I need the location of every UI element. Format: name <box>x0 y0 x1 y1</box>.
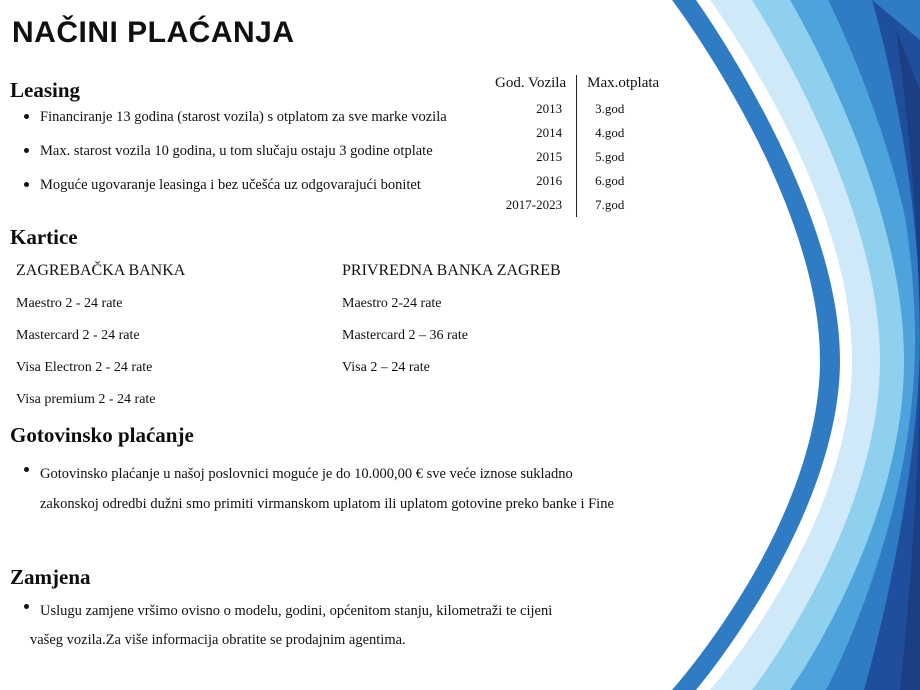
bullet-dot-icon <box>24 148 29 153</box>
card-option: Maestro 2-24 rate <box>342 296 442 311</box>
table-row <box>485 193 669 217</box>
table-header-cell: God. Vozila <box>485 75 577 97</box>
table-cell-year: 2017-2023 <box>485 193 577 217</box>
bank-name: ZAGREBAČKA BANKA <box>16 262 186 279</box>
card-option: Mastercard 2 - 24 rate <box>16 328 140 343</box>
list-item-text: Moguće ugovaranje leasinga i bez učešća uz odgovarajući bonitet <box>40 177 421 194</box>
bullet-dot-icon <box>24 467 29 472</box>
gotovinsko-bullet-list <box>22 461 642 520</box>
section-heading-leasing: Leasing <box>10 78 81 102</box>
bank-block-pbz <box>342 262 561 392</box>
table-row <box>485 145 669 169</box>
table-header-cell: Max.otplata <box>587 75 660 91</box>
bank-block-zagrebacka <box>16 262 185 424</box>
table-row <box>485 169 669 193</box>
zamjena-bullet-list <box>22 598 642 656</box>
table-row <box>485 121 669 145</box>
list-item-text: Uslugu zamjene vršimo ovisno o modelu, godini, općenitom stanju, kilometraži te cijeni <box>40 603 553 619</box>
list-item <box>22 598 642 625</box>
section-heading-zamjena: Zamjena <box>10 565 91 589</box>
leasing-bullet-list <box>22 108 492 210</box>
table-cell-term: 5.god <box>595 149 625 164</box>
table-cell-year: 2013 <box>485 97 577 121</box>
list-item-text: Gotovinsko plaćanje u našoj poslovnici moguće je do 10.000,00 € sve veće iznose sukladno <box>40 466 573 482</box>
bullet-dot-icon <box>24 114 29 119</box>
table-cell-term: 4.god <box>595 125 625 140</box>
bullet-dot-icon <box>24 182 29 187</box>
card-option: Visa premium 2 - 24 rate <box>16 392 156 407</box>
table-cell-term: 3.god <box>595 101 625 116</box>
list-item <box>22 108 492 126</box>
table-cell-year: 2015 <box>485 145 577 169</box>
list-item <box>22 461 642 489</box>
list-item-text: vašeg vozila.Za više informacija obratite se prodajnim agentima. <box>30 631 406 648</box>
list-item <box>22 142 492 160</box>
list-item-text: Max. starost vozila 10 godina, u tom slučaju ostaju 3 godine otplate <box>40 143 433 160</box>
list-item <box>22 176 492 194</box>
card-option: Mastercard 2 – 36 rate <box>342 328 468 343</box>
list-item-text: Financiranje 13 godina (starost vozila) s otplatom za sve marke vozila <box>40 109 447 125</box>
list-item-text: zakonskoj odredbi dužni smo primiti virmanskom uplatom ili uplatom gotovine preko banke i Fine <box>40 495 614 512</box>
page-title: NAČINI PLAĆANJA <box>12 16 295 49</box>
table-header-row <box>485 75 669 97</box>
card-option: Visa 2 – 24 rate <box>342 360 430 375</box>
section-heading-kartice: Kartice <box>10 225 78 249</box>
bullet-dot-icon <box>24 604 29 609</box>
list-item-continuation <box>22 627 642 654</box>
bank-name: PRIVREDNA BANKA ZAGREB <box>342 262 561 279</box>
table-row <box>485 97 669 121</box>
leasing-table <box>485 75 669 217</box>
list-item-continuation <box>22 491 642 519</box>
card-option: Visa Electron 2 - 24 rate <box>16 360 153 375</box>
card-option: Maestro 2 - 24 rate <box>16 296 123 311</box>
table-cell-year: 2016 <box>485 169 577 193</box>
table-cell-year: 2014 <box>485 121 577 145</box>
table-cell-term: 7.god <box>595 197 625 212</box>
section-heading-gotovinsko: Gotovinsko plaćanje <box>10 423 194 447</box>
table-cell-term: 6.god <box>595 173 625 188</box>
